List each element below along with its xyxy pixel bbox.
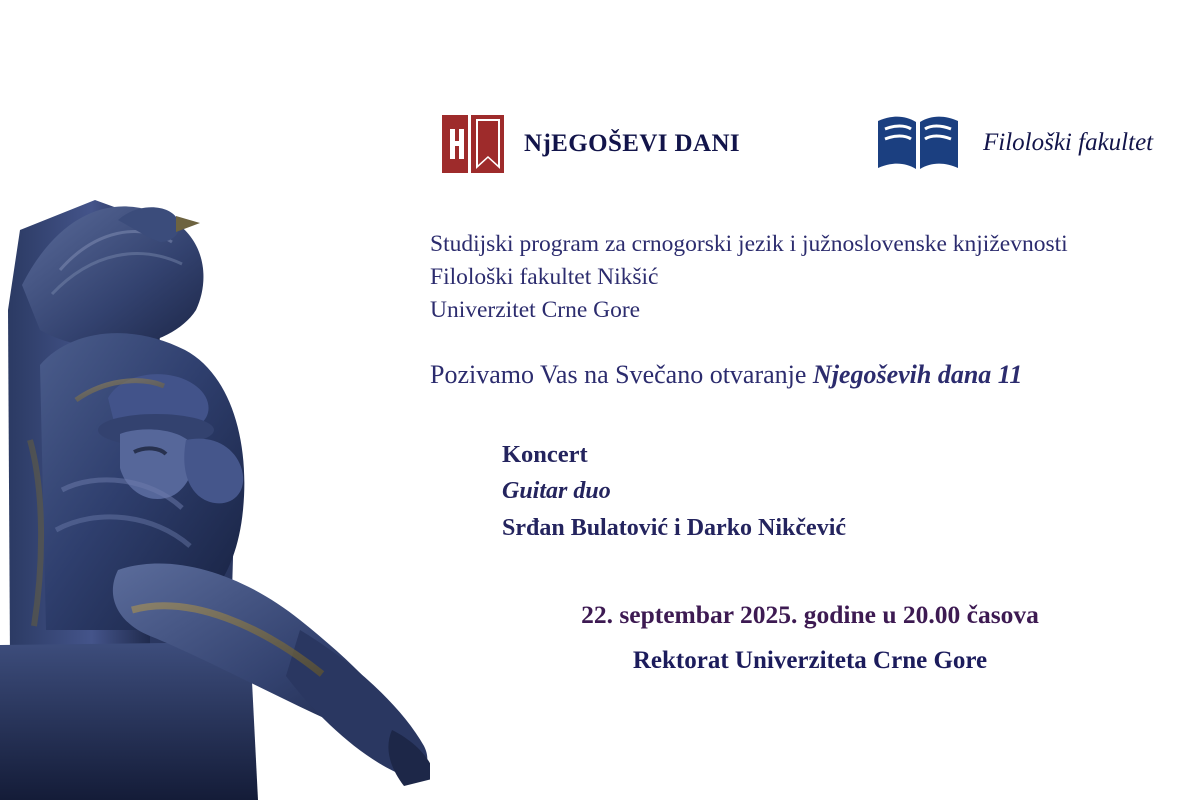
performer-one: Srđan Bulatović (502, 515, 669, 541)
poster-content (430, 0, 1200, 800)
event-venue: Rektorat Univerziteta Crne Gore (632, 647, 988, 674)
performer-two: Darko Nikčević (686, 515, 847, 541)
njegos-book-mark-icon (440, 113, 506, 175)
invitation-line (430, 360, 1190, 390)
institution-line-2: Filološki fakultet Nikšić (430, 264, 659, 290)
event-subtitle: Guitar duo (502, 478, 611, 504)
performers-conjunction: i (668, 515, 687, 541)
event-datetime: 22. septembar 2025. godine u 20.00 časova (581, 600, 1039, 629)
event-block (502, 436, 1200, 547)
invitation-emphasis: Njegoševih dana 11 (812, 360, 1023, 389)
event-performers (502, 510, 1200, 547)
datetime-block (430, 592, 1190, 684)
institution-line-1: Studijski program za crnogorski jezik i južnoslovenske književnosti (430, 231, 1068, 257)
njegosevi-dani-label: NjEGOŠEVI DANI (524, 130, 741, 157)
filoloski-fakultet-label: Filološki fakultet (983, 129, 1154, 156)
statue-artwork (0, 0, 430, 800)
logo-row (430, 108, 1200, 188)
njegosevi-dani-logo (440, 113, 740, 175)
filoloski-fakultet-logo (875, 113, 1153, 173)
statue-illustration (0, 190, 430, 800)
institution-block (430, 228, 1190, 327)
institution-line-3: Univerzitet Crne Gore (430, 297, 641, 323)
open-book-icon (875, 113, 961, 173)
invitation-lead: Pozivamo Vas na Svečano otvaranje (430, 360, 813, 389)
event-title: Koncert (502, 441, 588, 468)
eagle-beak (176, 216, 200, 232)
